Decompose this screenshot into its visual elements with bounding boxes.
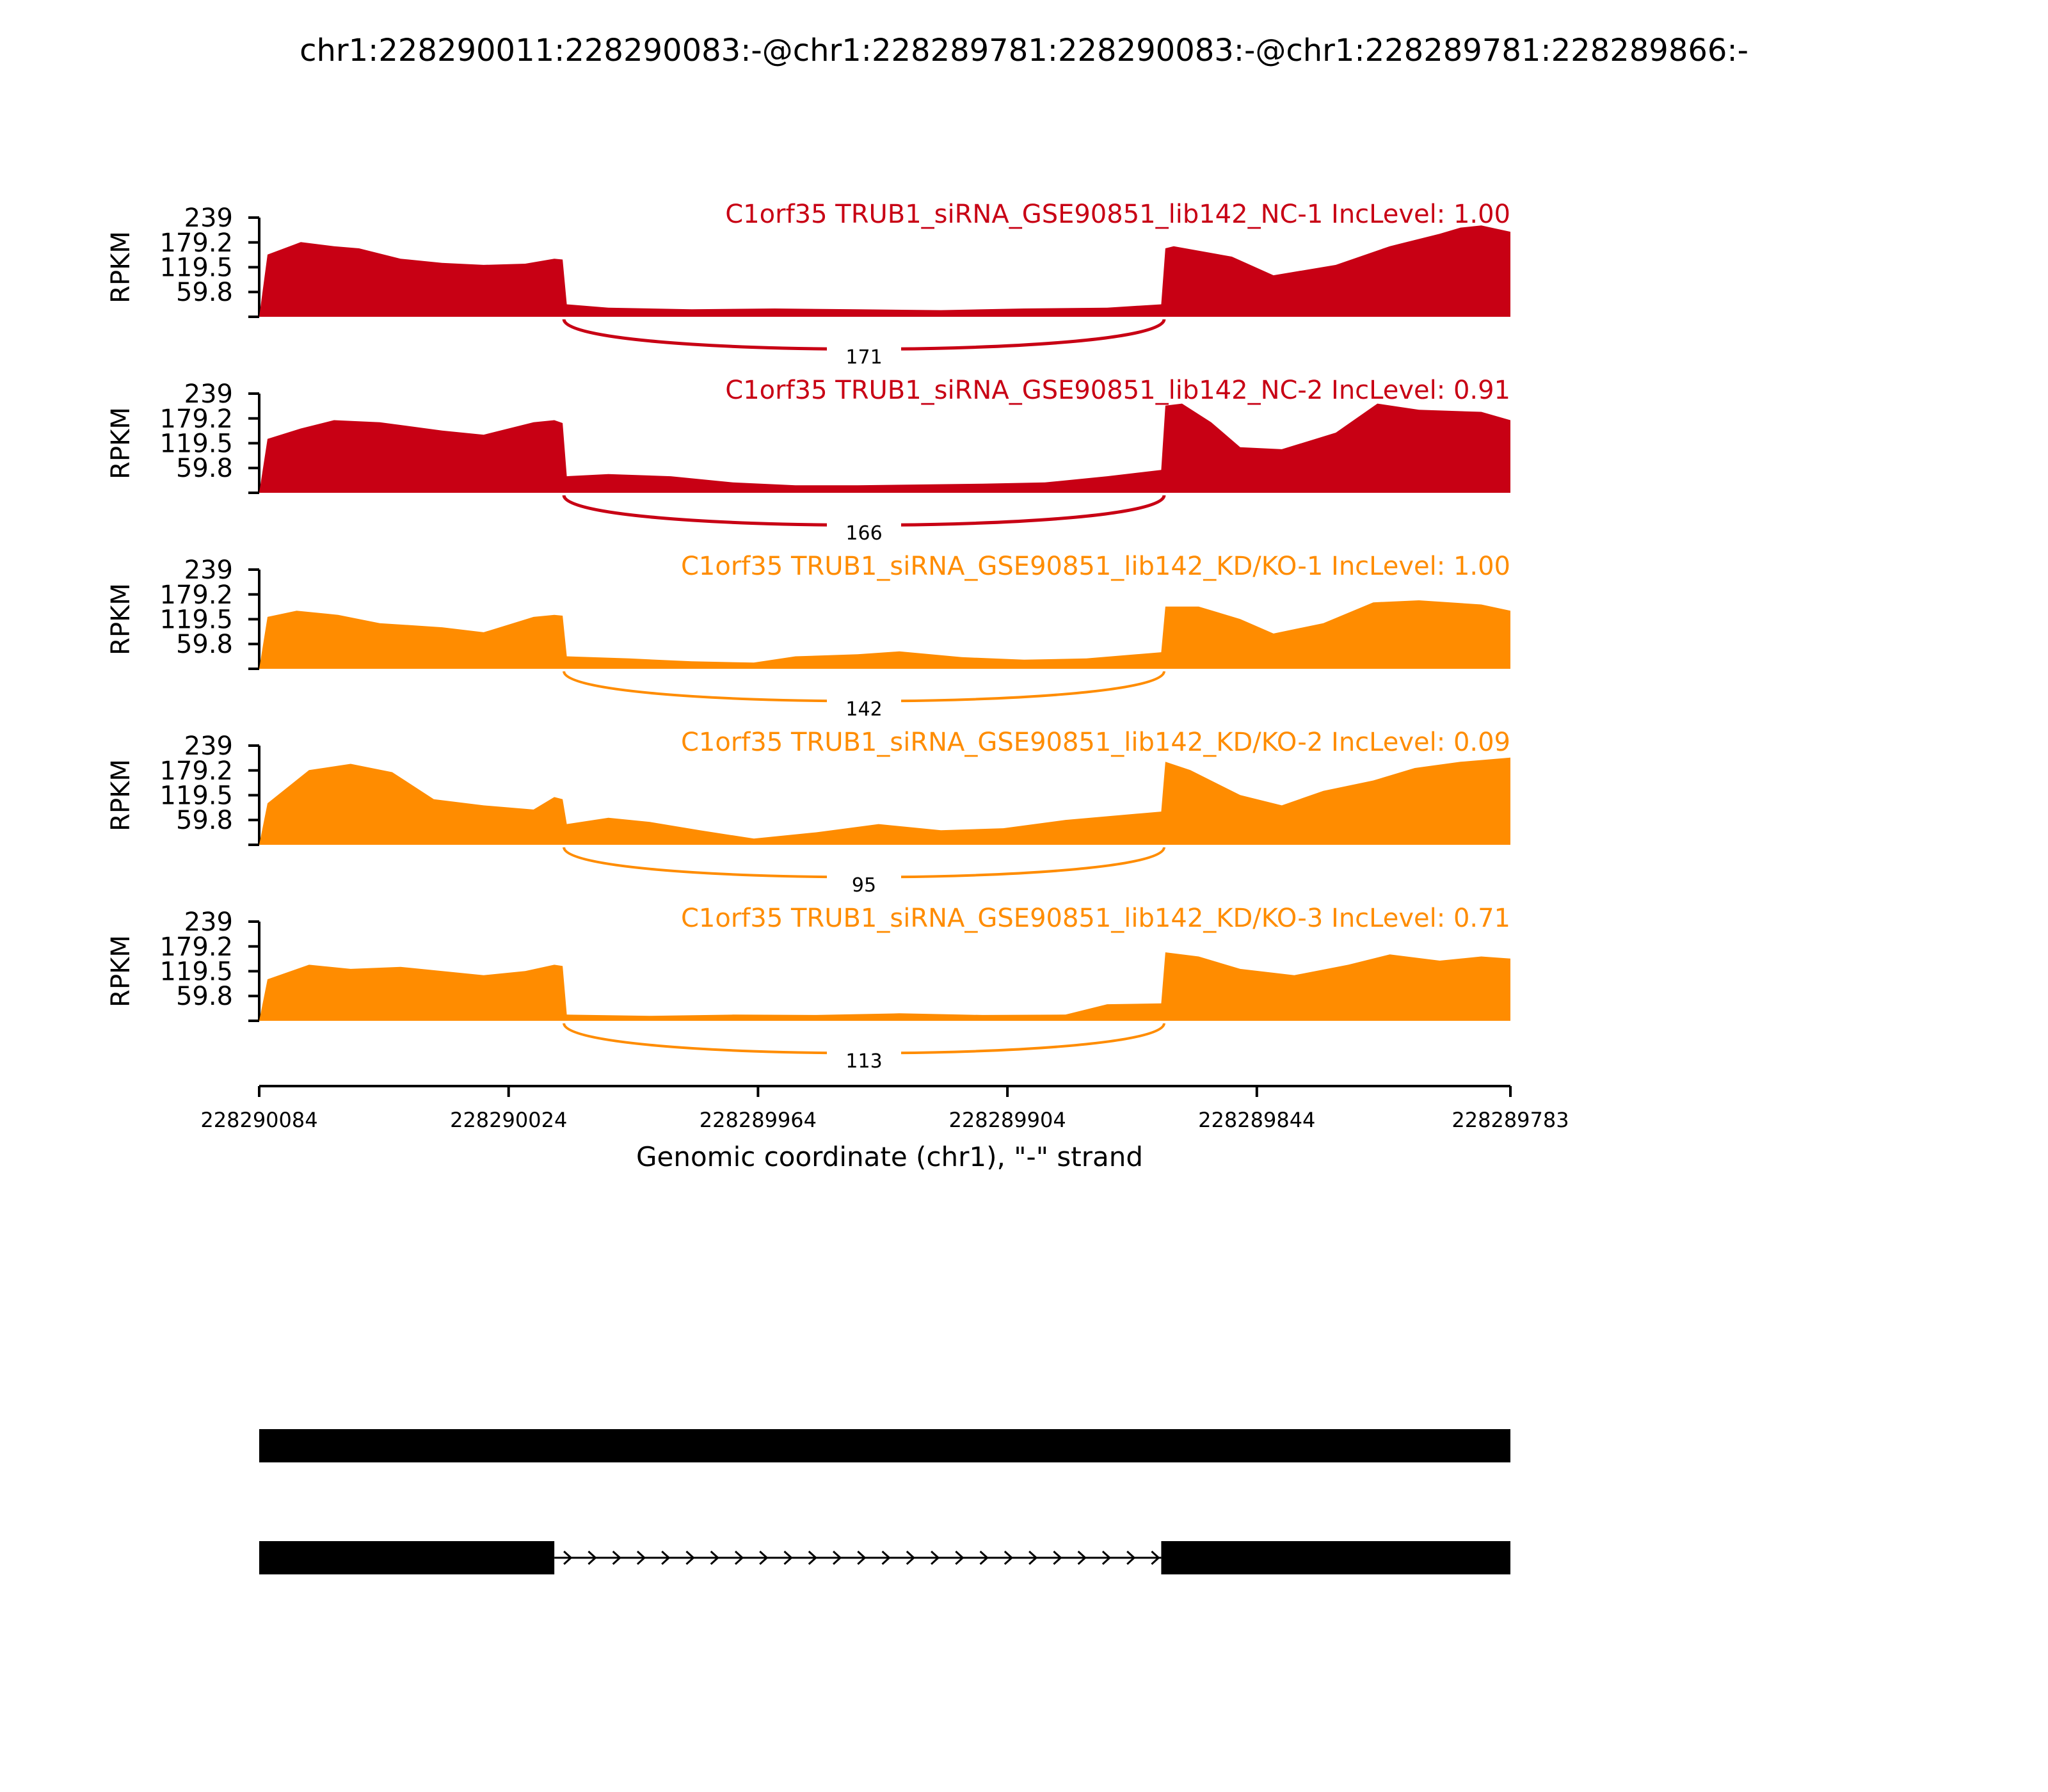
y-tick-label: 239 [184,556,233,585]
y-tick-label: 59.8 [175,982,233,1012]
coverage-area [259,758,1510,845]
x-tick-label: 228289904 [948,1108,1066,1132]
y-tick-label: 119.5 [159,781,233,811]
track-3 [106,552,1510,721]
coverage-area [259,952,1510,1021]
track-5 [106,904,1510,1073]
y-tick-label: 179.2 [159,756,233,786]
coverage-tracks [106,200,1510,1073]
track-1 [106,200,1510,369]
track-label: C1orf35 TRUB1_siRNA_GSE90851_lib142_NC-1 IncLevel: 1.00 [725,200,1510,229]
y-tick-label: 239 [184,908,233,937]
exon-block [259,1541,554,1574]
y-axis-label: RPKM [106,759,136,831]
y-tick-label: 239 [184,732,233,761]
y-tick-label: 239 [184,380,233,409]
y-axis-label: RPKM [106,583,136,655]
y-tick-label: 239 [184,204,233,233]
junction-count: 113 [845,1050,883,1073]
x-axis [200,1086,1569,1132]
track-2 [106,376,1510,545]
y-tick-label: 59.8 [175,278,233,308]
track-4 [106,728,1510,897]
y-tick-label: 179.2 [159,404,233,434]
y-tick-label: 59.8 [175,454,233,484]
y-axis-label: RPKM [106,407,136,479]
x-axis-label: Genomic coordinate (chr1), "-" strand [636,1141,1144,1172]
x-tick-label: 228290024 [450,1108,568,1132]
gene-model [259,1429,1510,1574]
exon-block [259,1429,1510,1462]
y-tick-label: 119.5 [159,253,233,283]
junction-count: 171 [845,346,883,369]
coverage-area [259,600,1510,669]
y-tick-label: 179.2 [159,580,233,610]
x-tick-label: 228289783 [1452,1108,1569,1132]
x-tick-label: 228290084 [200,1108,318,1132]
y-tick-label: 119.5 [159,605,233,635]
y-tick-label: 119.5 [159,957,233,987]
junction-count: 142 [845,698,883,721]
y-axis-label: RPKM [106,935,136,1007]
track-label: C1orf35 TRUB1_siRNA_GSE90851_lib142_KD/KO-1 IncLevel: 1.00 [680,552,1510,581]
y-axis-label: RPKM [106,231,136,303]
track-label: C1orf35 TRUB1_siRNA_GSE90851_lib142_KD/KO-2 IncLevel: 0.09 [680,728,1510,757]
x-tick-label: 228289844 [1198,1108,1316,1132]
track-label: C1orf35 TRUB1_siRNA_GSE90851_lib142_KD/KO-3 IncLevel: 0.71 [680,904,1510,933]
figure-title: chr1:228290011:228290083:-@chr1:228289781:228290083:-@chr1:228289781:228289866:- [300,33,1748,68]
junction-count: 95 [851,874,877,897]
y-tick-label: 119.5 [159,429,233,459]
track-label: C1orf35 TRUB1_siRNA_GSE90851_lib142_NC-2 IncLevel: 0.91 [725,376,1510,405]
y-tick-label: 59.8 [175,806,233,836]
coverage-area [259,404,1510,493]
x-tick-label: 228289964 [699,1108,817,1132]
y-tick-label: 59.8 [175,630,233,660]
y-tick-label: 179.2 [159,932,233,962]
junction-count: 166 [845,522,883,545]
exon-block [1161,1541,1510,1574]
y-tick-label: 179.2 [159,228,233,258]
coverage-area [259,225,1510,317]
